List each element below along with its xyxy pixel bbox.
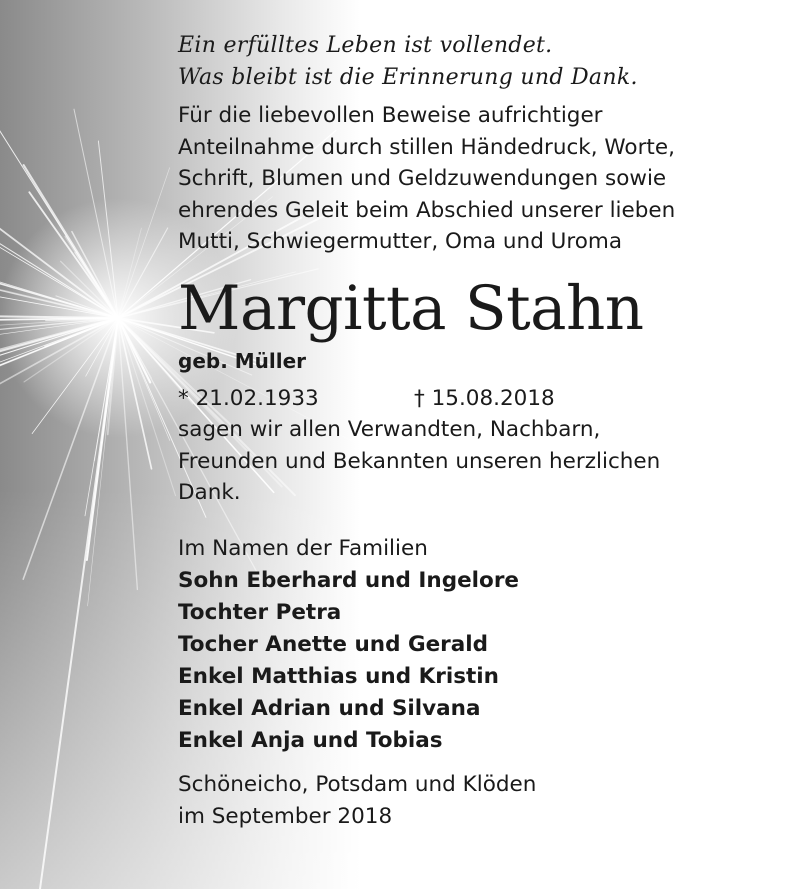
family-member: Enkel Anja und Tobias — [178, 727, 443, 753]
place-line: Schöneicho, Potsdam und Klöden — [178, 771, 537, 797]
life-dates — [178, 383, 778, 415]
motto — [178, 30, 778, 94]
deceased-name: Margitta Stahn — [178, 272, 644, 344]
birth-date: * 21.02.1933 — [178, 385, 319, 411]
thanks-text — [178, 414, 778, 509]
family-member: Enkel Matthias und Kristin — [178, 663, 499, 689]
intro-line: Mutti, Schwiegermutter, Oma und Uroma — [178, 229, 623, 254]
intro-text — [178, 100, 778, 258]
notice-content — [178, 30, 778, 833]
family-member: Enkel Adrian und Silvana — [178, 695, 481, 721]
motto-line: Ein erfülltes Leben ist vollendet. — [178, 33, 553, 58]
death-date: † 15.08.2018 — [414, 385, 555, 411]
family-member: Tochter Petra — [178, 599, 342, 625]
thanks-line: Dank. — [178, 480, 241, 505]
place-and-date — [178, 769, 778, 833]
motto-line: Was bleibt ist die Erinnerung und Dank. — [178, 65, 638, 90]
intro-line: ehrendes Geleit beim Abschied unserer lieben — [178, 197, 676, 223]
thanks-line: Freunden und Bekannten unseren herzlichen — [178, 448, 661, 474]
family-member: Tocher Anette und Gerald — [178, 631, 489, 657]
place-line: im September 2018 — [178, 803, 393, 829]
family-member: Sohn Eberhard und Ingelore — [178, 567, 519, 593]
family-signature — [178, 533, 778, 757]
intro-line: Für die liebevollen Beweise aufrichtiger — [178, 103, 603, 128]
intro-line: Schrift, Blumen und Geldzuwendungen sowie — [178, 166, 667, 191]
thanks-line: sagen wir allen Verwandten, Nachbarn, — [178, 417, 601, 442]
maiden-name: geb. Müller — [178, 348, 307, 373]
family-lead: Im Namen der Familien — [178, 535, 428, 561]
intro-line: Anteilnahme durch stillen Händedruck, Worte, — [178, 134, 675, 160]
